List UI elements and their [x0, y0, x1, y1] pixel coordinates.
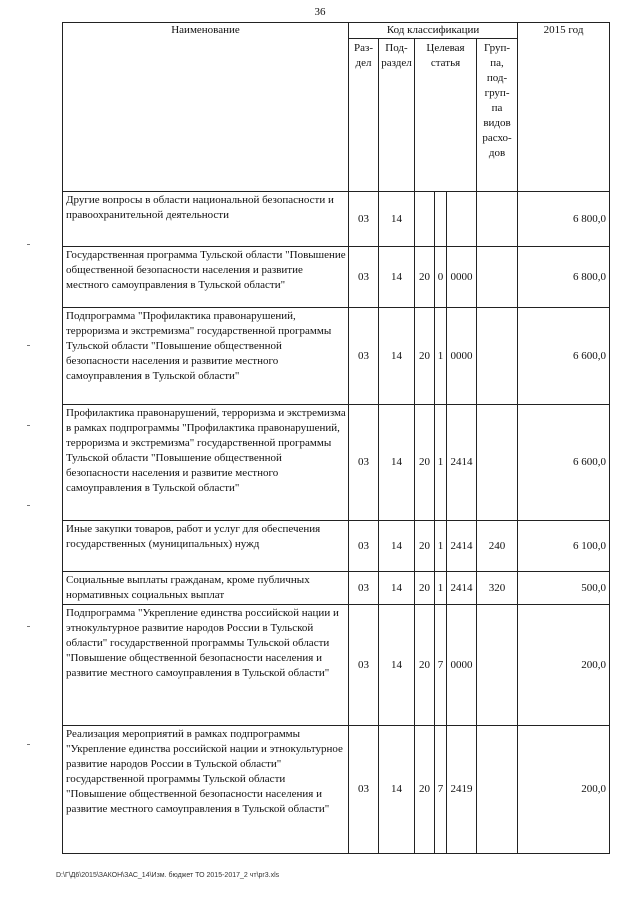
row-amount: 6 800,0 — [518, 192, 610, 247]
row-direction-code: 0000 — [447, 308, 477, 405]
row-group-code: 320 — [477, 572, 518, 605]
margin-mark — [27, 744, 30, 745]
row-program-code: 20 — [415, 572, 435, 605]
row-section: 03 — [349, 572, 379, 605]
row-direction-code: 0000 — [447, 605, 477, 726]
row-program-code: 20 — [415, 726, 435, 854]
row-name: Подпрограмма "Профилактика правонарушений, терроризма и экстремизма" государственной программы Тульской области "Повышение общественной безопасности населения и развитие местного самоуправления в Тульской области" — [63, 308, 349, 405]
row-amount: 6 800,0 — [518, 247, 610, 308]
row-program-code: 20 — [415, 521, 435, 572]
margin-mark — [27, 626, 30, 627]
header-year: 2015 год — [518, 23, 610, 192]
row-amount: 6 600,0 — [518, 308, 610, 405]
row-amount: 500,0 — [518, 572, 610, 605]
header-subsection: Под- раздел — [379, 39, 415, 192]
row-subprogram-code: 7 — [435, 726, 447, 854]
row-name: Подпрограмма "Укрепление единства российской нации и этнокультурное развитие народов России в Тульской области" государственной программы Тульской области "Повышение общественной безопасности населения и развитие местного самоуправления в Тульской области" — [63, 605, 349, 726]
margin-mark — [27, 345, 30, 346]
row-section: 03 — [349, 308, 379, 405]
row-subsection: 14 — [379, 308, 415, 405]
table-row — [63, 726, 610, 854]
margin-mark — [27, 425, 30, 426]
row-name: Профилактика правонарушений, терроризма и экстремизма в рамках подпрограммы "Профилактика правонарушений, терроризма и экстремизма" государственной программы Тульской области "Повышение общественной безопасности населения и развитие местного самоуправления в Тульской области" — [63, 405, 349, 521]
budget-table — [62, 22, 610, 854]
row-name: Реализация мероприятий в рамках подпрограммы "Укрепление единства российской нации и этнокультурное развитие народов России в Тульской области" государственной программы Тульской области "Повышение общественной безопасности населения и развитие местного самоуправления в Тульской области" — [63, 726, 349, 854]
row-subprogram-code: 7 — [435, 605, 447, 726]
row-direction-code: 2414 — [447, 521, 477, 572]
row-subprogram-code: 1 — [435, 521, 447, 572]
row-name: Социальные выплаты гражданам, кроме публичных нормативных социальных выплат — [63, 572, 349, 605]
row-section: 03 — [349, 521, 379, 572]
table-row — [63, 247, 610, 308]
row-subprogram-code: 1 — [435, 308, 447, 405]
row-subprogram-code — [435, 192, 447, 247]
row-direction-code: 0000 — [447, 247, 477, 308]
row-subsection: 14 — [379, 521, 415, 572]
row-group-code: 240 — [477, 521, 518, 572]
row-subsection: 14 — [379, 405, 415, 521]
row-program-code: 20 — [415, 308, 435, 405]
row-program-code: 20 — [415, 247, 435, 308]
header-name: Наименование — [63, 23, 349, 192]
row-group-code — [477, 605, 518, 726]
row-subsection: 14 — [379, 572, 415, 605]
footer-path: D:\Г\Д6\2015\ЗАКОН\ЗАС_14\Изм. бюджет ТО 2015-2017_2 чт\pr3.xls — [56, 872, 280, 879]
row-section: 03 — [349, 247, 379, 308]
table-row — [63, 605, 610, 726]
row-section: 03 — [349, 405, 379, 521]
row-subsection: 14 — [379, 247, 415, 308]
header-classification: Код классификации — [349, 23, 518, 39]
row-group-code — [477, 308, 518, 405]
row-group-code — [477, 726, 518, 854]
row-name: Иные закупки товаров, работ и услуг для обеспечения государственных (муниципальных) нужд — [63, 521, 349, 572]
table-row — [63, 308, 610, 405]
row-direction-code: 2414 — [447, 405, 477, 521]
row-program-code — [415, 192, 435, 247]
row-amount: 6 100,0 — [518, 521, 610, 572]
row-program-code: 20 — [415, 605, 435, 726]
table-row — [63, 572, 610, 605]
row-subprogram-code: 1 — [435, 572, 447, 605]
row-program-code: 20 — [415, 405, 435, 521]
row-group-code — [477, 192, 518, 247]
row-amount: 200,0 — [518, 726, 610, 854]
header-section: Раз- дел — [349, 39, 379, 192]
row-group-code — [477, 405, 518, 521]
row-name: Другие вопросы в области национальной безопасности и правоохранительной деятельности — [63, 192, 349, 247]
row-name: Государственная программа Тульской области "Повышение общественной безопасности населения и развитие местного самоуправления в Тульской области" — [63, 247, 349, 308]
table-row — [63, 405, 610, 521]
table-row — [63, 192, 610, 247]
margin-mark — [27, 244, 30, 245]
row-subsection: 14 — [379, 605, 415, 726]
row-amount: 6 600,0 — [518, 405, 610, 521]
row-group-code — [477, 247, 518, 308]
row-direction-code — [447, 192, 477, 247]
row-section: 03 — [349, 726, 379, 854]
table-body — [63, 192, 610, 854]
row-section: 03 — [349, 605, 379, 726]
margin-mark — [27, 505, 30, 506]
row-subsection: 14 — [379, 192, 415, 247]
table-row — [63, 521, 610, 572]
header-group: Груп- па, под- груп- па видов расхо- дов — [477, 39, 518, 192]
row-direction-code: 2414 — [447, 572, 477, 605]
row-subprogram-code: 1 — [435, 405, 447, 521]
row-direction-code: 2419 — [447, 726, 477, 854]
row-subsection: 14 — [379, 726, 415, 854]
header-target: Целевая статья — [415, 39, 477, 192]
row-amount: 200,0 — [518, 605, 610, 726]
row-subprogram-code: 0 — [435, 247, 447, 308]
row-section: 03 — [349, 192, 379, 247]
page-number: 36 — [314, 6, 326, 18]
